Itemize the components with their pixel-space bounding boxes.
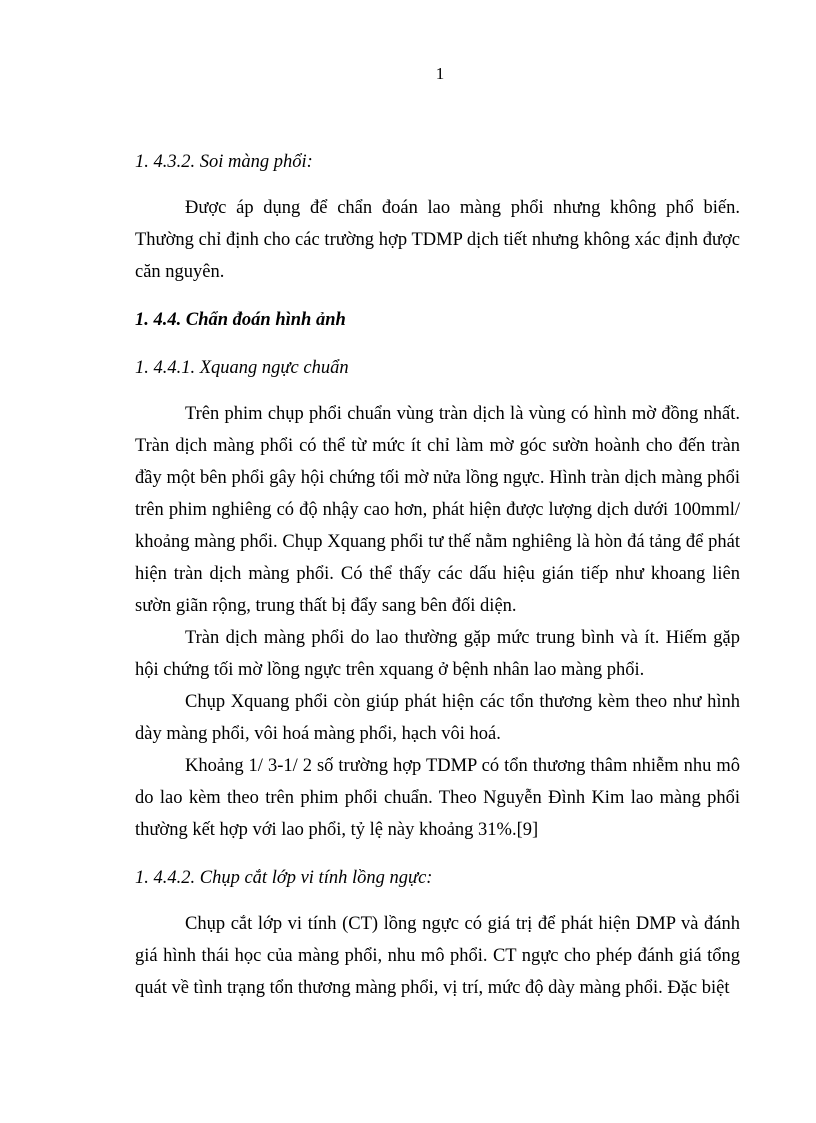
heading-1-4-3-2: 1. 4.3.2. Soi màng phổi: — [135, 152, 313, 172]
paragraph: Khoảng 1/ 3-1/ 2 số trường hợp TDMP có tổn thương thâm nhiễm nhu mô do lao kèm theo trên phim phổi chuẩn. Theo Nguyễn Đình Kim lao màng phổi thường kết hợp với lao phổi, tỷ lệ này khoảng 31%.[9] — [135, 756, 740, 840]
paragraph: Chụp Xquang phổi còn giúp phát hiện các tổn thương kèm theo như hình dày màng phổi, vôi hoá màng phổi, hạch vôi hoá. — [135, 692, 740, 744]
page-number: 1 — [435, 64, 445, 83]
heading-1-4-4-1: 1. 4.4.1. Xquang ngực chuẩn — [135, 358, 349, 378]
paragraph: Chụp cắt lớp vi tính (CT) lồng ngực có giá trị để phát hiện DMP và đánh giá hình thái học của màng phổi, nhu mô phổi. CT ngực cho phép đánh giá tổng quát về tình trạng tổn thương màng phổi, vị trí, mức độ dày màng phổi. Đặc biệt — [135, 914, 740, 998]
heading-1-4-4: 1. 4.4. Chẩn đoán hình ảnh — [135, 310, 346, 330]
heading-1-4-4-2: 1. 4.4.2. Chụp cắt lớp vi tính lồng ngực: — [135, 868, 433, 888]
paragraph: Tràn dịch màng phổi do lao thường gặp mức trung bình và ít. Hiếm gặp hội chứng tối mờ lồng ngực trên xquang ở bệnh nhân lao màng phổi. — [135, 628, 740, 680]
document-body — [135, 146, 740, 1004]
paragraph: Được áp dụng để chẩn đoán lao màng phổi nhưng không phổ biến. Thường chỉ định cho các trường hợp TDMP dịch tiết nhưng không xác định được căn nguyên. — [135, 198, 740, 282]
paragraph: Trên phim chụp phổi chuẩn vùng tràn dịch là vùng có hình mờ đồng nhất. Tràn dịch màng phổi có thể từ mức ít chỉ làm mờ góc sườn hoành cho đến tràn đầy một bên phổi gây hội chứng tối mờ nửa lồng ngực. Hình tràn dịch màng phổi trên phim nghiêng có độ nhậy cao hơn, phát hiện được lượng dịch dưới 100mml/ khoảng màng phổi. Chụp Xquang phổi tư thế nằm nghiêng là hòn đá tảng để phát hiện tràn dịch màng phổi. Có thể thấy các dấu hiệu gián tiếp như khoang liên sườn giãn rộng, trung thất bị đẩy sang bên đối diện. — [135, 404, 740, 616]
